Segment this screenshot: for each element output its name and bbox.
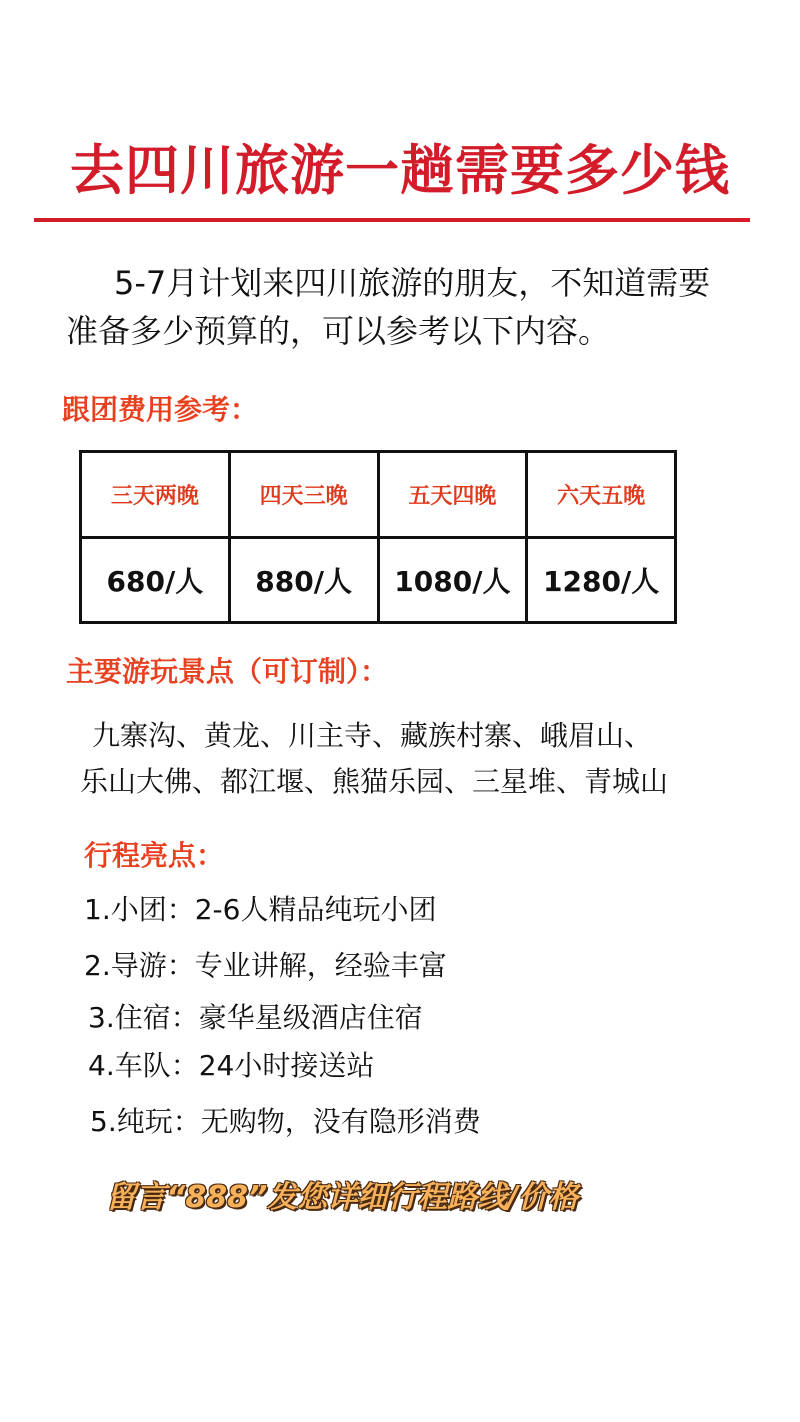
table-row [81, 538, 676, 623]
intro-line-2: 准备多少预算的，可以参考以下内容。 [66, 312, 611, 350]
highlight-item: 4.车队：24小时接送站 [88, 1049, 375, 1082]
price-cell: 680/人 [81, 538, 230, 623]
attractions-line-2: 乐山大佛、都江堰、熊猫乐园、三星堆、青城山 [80, 765, 669, 798]
tour-price-heading: 跟团费用参考： [62, 393, 259, 426]
price-cell: 1080/人 [378, 538, 527, 623]
highlight-item: 3.住宿：豪华星级酒店住宿 [88, 1001, 423, 1034]
highlight-item: 1.小团：2-6人精品纯玩小团 [84, 893, 437, 926]
table-header-cell: 四天三晚 [229, 452, 378, 538]
table-header-cell: 六天五晚 [527, 452, 676, 538]
table-header-row [81, 452, 676, 538]
highlight-item: 5.纯玩：无购物，没有隐形消费 [90, 1105, 481, 1138]
table-header-cell: 五天四晚 [378, 452, 527, 538]
highlights-heading: 行程亮点： [84, 839, 225, 872]
price-cell: 880/人 [229, 538, 378, 623]
page-title: 去四川旅游一趟需要多少钱 [70, 138, 730, 202]
price-cell: 1280/人 [527, 538, 676, 623]
attractions-line-1: 九寨沟、黄龙、川主寺、藏族村寨、峨眉山、 [92, 719, 653, 752]
intro-line-1: 5-7月计划来四川旅游的朋友，不知道需要 [114, 264, 711, 302]
title-divider [34, 218, 750, 222]
attractions-heading: 主要游玩景点（可订制）： [66, 655, 389, 688]
tour-price-table [79, 450, 677, 624]
highlight-item: 2.导游：专业讲解，经验丰富 [84, 949, 447, 982]
table-header-cell: 三天两晚 [81, 452, 230, 538]
call-to-action: 留言“888”发您详细行程路线/价格 [106, 1180, 579, 1215]
